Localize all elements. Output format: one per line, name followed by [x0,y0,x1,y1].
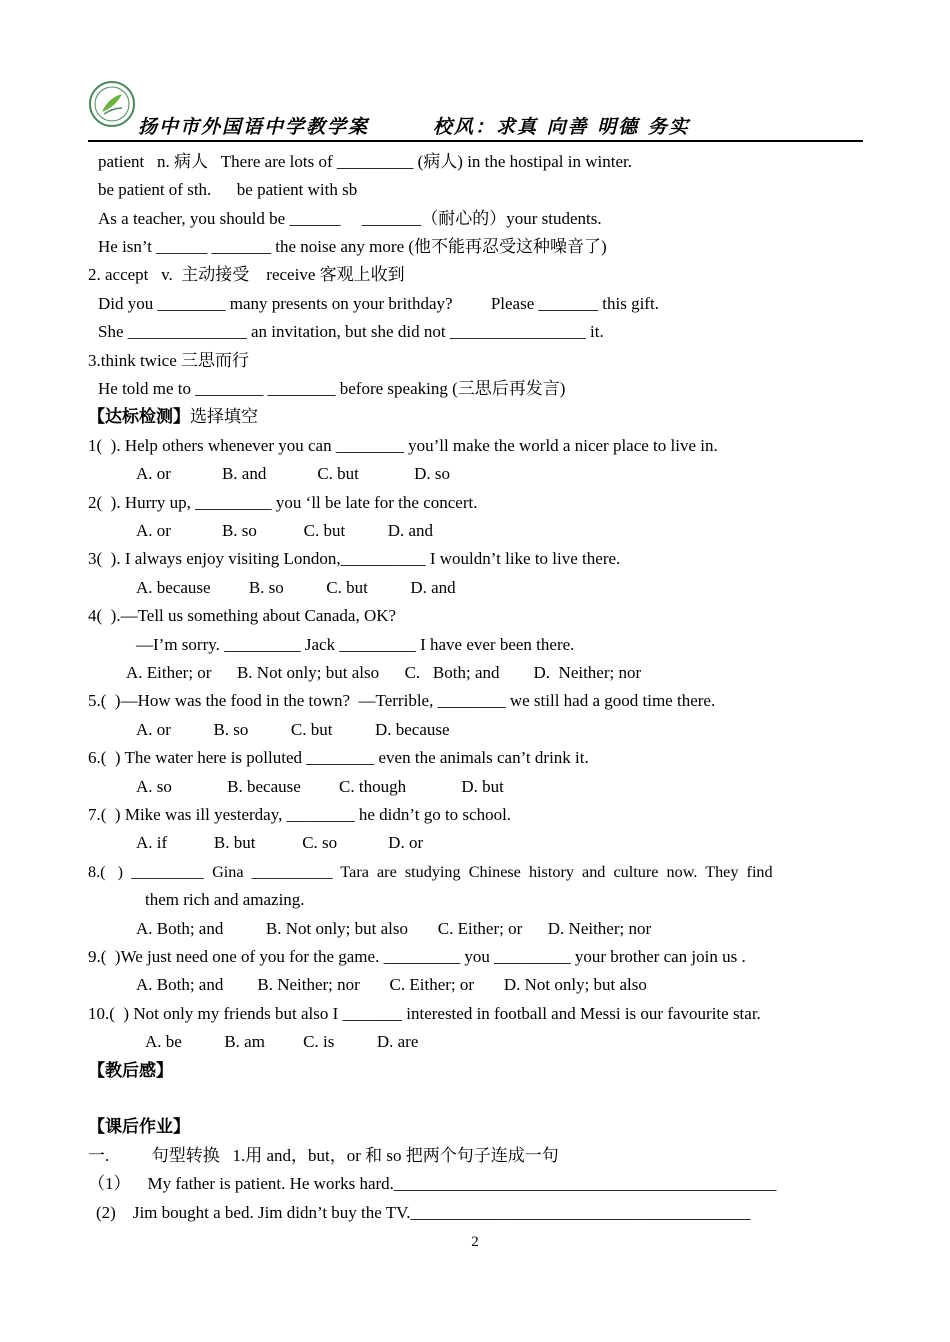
text-line: patient n. 病人 There are lots of _________ (病人) in the hostipal in winter. [98,152,632,171]
homework-instruction: 一. 句型转换 1.用 and，but，or 和 so 把两个句子连成一句 [88,1146,559,1165]
question: 5.( )—How was the food in the town? —Terrible, ________ we still had a good time there. [88,691,716,710]
text-line: As a teacher, you should be ______ _______（耐心的）your students. [98,209,602,228]
options: A. Either; or B. Not only; but also C. Both; and D. Neither; nor [126,663,642,682]
question: 10.( ) Not only my friends but also I _______ interested in football and Messi is our favourite star. [88,1004,761,1023]
text-line: He told me to ________ ________ before speaking (三思后再发言) [98,379,566,398]
question: 2( ). Hurry up, _________ you ‘ll be late for the concert. [88,493,478,512]
question-continued: them rich and amazing. [145,890,305,909]
page-header [88,80,863,142]
options: A. or B. so C. but D. and [136,521,434,540]
text-line: Did you ________ many presents on your brithday? Please _______ this gift. [98,294,659,313]
question: 1( ). Help others whenever you can ________ you’ll make the world a nicer place to live in. [88,436,718,455]
options: A. be B. am C. is D. are [145,1032,419,1051]
school-title: 扬中市外国语中学教学案 [138,116,370,138]
exercise-heading [88,406,258,428]
exercise-heading-sub: 选择填空 [190,407,258,426]
question-continued: —I’m sorry. _________ Jack _________ I have ever been there. [136,635,575,654]
section-heading: 2. accept v. 主动接受 receive 客观上收到 [88,265,405,284]
options: A. or B. so C. but D. because [136,720,450,739]
question: 4( ).—Tell us something about Canada, OK? [88,606,397,625]
school-motto: 校风：求真 向善 明德 务实 [433,116,690,138]
section-heading: 3.think twice 三思而行 [88,351,250,370]
page-number: 2 [471,1234,479,1250]
text-line: She ______________ an invitation, but she did not ________________ it. [98,322,604,341]
homework-heading: 【课后作业】 [88,1117,190,1136]
options: A. Both; and B. Not only; but also C. Either; or D. Neither; nor [136,919,652,938]
question: 6.( ) The water here is polluted ________ even the animals can’t drink it. [88,748,589,767]
options: A. Both; and B. Neither; nor C. Either; or D. Not only; but also [136,975,647,994]
school-logo-icon [88,80,136,128]
text-line: be patient of sth. be patient with sb [98,180,358,199]
homework-item: (2) Jim bought a bed. Jim didn’t buy the TV.________________________________________ [96,1203,751,1222]
question: 8.( ) _________ Gina __________ Tara are studying Chinese history and culture now. They find [88,863,773,881]
options: A. because B. so C. but D. and [136,578,456,597]
question: 3( ). I always enjoy visiting London,__________ I wouldn’t like to live there. [88,549,621,568]
options: A. if B. but C. so D. or [136,833,424,852]
options: A. or B. and C. but D. so [136,464,451,483]
options: A. so B. because C. though D. but [136,777,504,796]
exercise-heading-label: 【达标检测】 [88,407,190,426]
question: 7.( ) Mike was ill yesterday, ________ he didn’t go to school. [88,805,512,824]
question: 9.( )We just need one of you for the game. _________ you _________ your brother can join us . [88,947,746,966]
reflection-heading: 【教后感】 [88,1061,173,1080]
text-line: He isn’t ______ _______ the noise any more (他不能再忍受这种噪音了) [98,237,607,256]
homework-item: （1） My father is patient. He works hard._____________________________________________ [88,1174,777,1193]
